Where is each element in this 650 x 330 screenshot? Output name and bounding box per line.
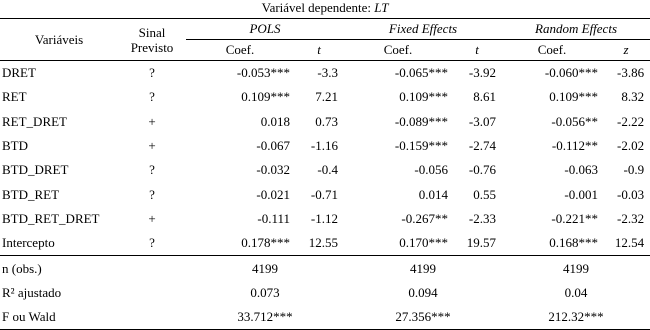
dependent-variable-title [0,0,650,19]
table-row [0,85,650,109]
expected-sign: + [148,113,156,129]
table-row [0,61,650,86]
pols-stat: 4199 [186,256,344,281]
fe-t: 0.55 [473,186,496,202]
fe-t: -0.76 [468,162,496,178]
fe-t: -2.33 [468,210,496,226]
re-z: 12.54 [614,235,645,251]
pols-t: -0.71 [310,186,338,202]
re-z: -3.86 [616,65,645,81]
re-coef: -0.056** [551,113,598,129]
re-coef: -0.221** [551,210,598,226]
re-coef: -0.112** [551,138,598,154]
stat-label: F ou Wald [0,305,118,330]
sub-header-coef: Coef. [344,40,452,61]
re-coef: 0.109*** [549,89,598,105]
variable-name: RET [2,89,27,105]
variable-name: BTD_RET [2,186,60,202]
fe-coef: -0.056 [414,162,448,178]
model-header-pols: POLS [186,19,344,40]
fe-coef: 0.170*** [399,235,448,251]
variable-name: DRET [2,65,36,81]
fe-coef: -0.159*** [394,138,448,154]
expected-sign: ? [149,89,155,105]
expected-sign: ? [149,162,155,178]
stat-row [0,281,650,305]
variable-name: BTD [2,138,28,154]
re-z: -2.22 [616,113,645,129]
fe-t: -3.92 [468,65,496,81]
expected-sign: + [148,210,156,226]
fe-stat: 0.094 [408,284,438,300]
fe-coef: -0.267** [401,210,448,226]
dependent-prefix: Variável dependente: [261,0,375,15]
pols-coef: 0.018 [260,113,290,129]
stat-row [0,256,650,281]
table-row [0,231,650,256]
re-z: 8.32 [621,89,645,105]
fe-coef: -0.089*** [394,113,448,129]
expected-sign: ? [149,65,155,81]
pols-coef: -0.067 [256,138,290,154]
re-z: -2.32 [616,210,645,226]
col-header-sign: Sinal Previsto [118,19,186,61]
pols-t: 7.21 [315,89,338,105]
model-header-fixed: Fixed Effects [344,19,502,40]
stat-label: n (obs.) [0,256,118,281]
re-z: -2.02 [616,138,645,154]
sub-header-coef: Coef. [502,40,602,61]
fe-t: -3.07 [468,113,496,129]
variable-name: BTD_DRET [2,162,69,178]
pols-t: 0.73 [315,113,338,129]
pols-t: -3.3 [317,65,338,81]
pols-coef: -0.021 [256,186,290,202]
pols-t: -1.16 [310,138,338,154]
pols-stat: 33.712*** [186,305,344,330]
re-z: -0.9 [623,162,645,178]
re-z: -0.03 [616,186,645,202]
model-header-random: Random Effects [502,19,650,40]
fe-coef: 0.109*** [399,89,448,105]
re-coef: 0.168*** [549,235,598,251]
expected-sign: + [148,138,156,154]
pols-coef: -0.032 [256,162,290,178]
fe-coef: 0.014 [418,186,448,202]
pols-t: 12.55 [308,235,338,251]
col-header-variables: Variáveis [0,19,118,61]
fe-t: 19.57 [466,235,496,251]
re-coef: -0.063 [564,162,598,178]
title-row [0,0,650,19]
fe-stat: 4199 [344,256,502,281]
table-row [0,134,650,158]
re-coef: -0.001 [564,186,598,202]
pols-coef: -0.053*** [236,65,290,81]
pols-t: -1.12 [310,210,338,226]
sub-header-z: z [602,40,650,61]
re-coef: -0.060*** [544,65,598,81]
fe-stat: 27.356*** [344,305,502,330]
re-stat: 0.04 [564,284,588,300]
header-row-models [0,19,650,40]
stat-label: R² ajustado [2,284,62,300]
sub-header-coef: Coef. [186,40,294,61]
pols-t: -0.4 [317,162,338,178]
pols-coef: -0.111 [257,210,290,226]
re-stat: 4199 [502,256,650,281]
variable-name: RET_DRET [2,113,67,129]
pols-coef: 0.178*** [241,235,290,251]
fe-coef: -0.065*** [394,65,448,81]
stat-row [0,305,650,330]
expected-sign: ? [149,186,155,202]
re-stat: 212.32*** [502,305,650,330]
sub-header-t: t [452,40,502,61]
table-row [0,158,650,182]
fe-t: -2.74 [468,138,496,154]
sub-header-t: t [294,40,344,61]
table-row [0,207,650,231]
variable-name: BTD_RET_DRET [2,210,100,226]
pols-coef: 0.109*** [241,89,290,105]
dependent-var: LT [374,0,389,15]
table-row [0,182,650,206]
variable-name: Intercepto [2,235,55,251]
table-row [0,110,650,134]
pols-stat: 0.073 [250,284,280,300]
expected-sign: ? [149,235,155,251]
fe-t: 8.61 [473,89,496,105]
